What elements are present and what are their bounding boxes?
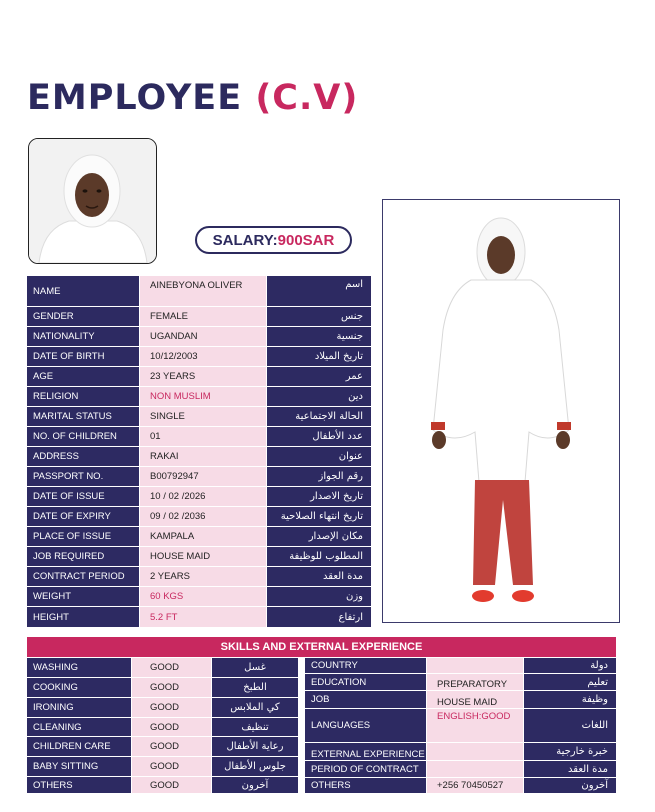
table-row <box>305 709 616 742</box>
row-value: HOUSE MAID <box>140 547 266 566</box>
experience-value: +256 70450527 <box>427 778 523 793</box>
table-row <box>27 607 371 627</box>
row-value: 10/12/2003 <box>140 347 266 366</box>
experience-table <box>305 658 616 793</box>
skill-label: CLEANING <box>27 718 131 736</box>
experience-arabic: مدة العقد <box>524 761 616 777</box>
row-value: AINEBYONA OLIVER <box>140 276 266 306</box>
table-row <box>27 467 371 486</box>
skill-value: GOOD <box>132 777 211 793</box>
skills-section-title: SKILLS AND EXTERNAL EXPERIENCE <box>27 637 616 657</box>
row-value: SINGLE <box>140 407 266 426</box>
row-arabic: مدة العقد <box>267 567 371 586</box>
row-value: 2 YEARS <box>140 567 266 586</box>
row-arabic: دين <box>267 387 371 406</box>
skill-arabic: الطبخ <box>212 678 298 697</box>
table-row <box>305 691 616 708</box>
experience-arabic: تعليم <box>524 674 616 690</box>
row-value: KAMPALA <box>140 527 266 546</box>
experience-value <box>427 658 523 673</box>
skill-label: WASHING <box>27 658 131 677</box>
row-label: NO. OF CHILDREN <box>27 427 139 446</box>
experience-value <box>427 743 523 760</box>
row-arabic: اسم <box>267 276 371 306</box>
table-row <box>305 658 616 673</box>
experience-label: COUNTRY <box>305 658 426 673</box>
details-table <box>27 276 371 627</box>
row-value: 01 <box>140 427 266 446</box>
table-row <box>27 427 371 446</box>
table-row <box>27 737 298 756</box>
skill-value: GOOD <box>132 718 211 736</box>
salary-label: SALARY: <box>212 232 278 249</box>
experience-value: PREPARATORY <box>427 674 523 690</box>
portrait-photo <box>28 138 157 264</box>
row-arabic: الحالة الاجتماعية <box>267 407 371 426</box>
skill-label: OTHERS <box>27 777 131 793</box>
row-arabic: عمر <box>267 367 371 386</box>
row-value: 10 / 02 /2026 <box>140 487 266 506</box>
skill-label: BABY SITTING <box>27 757 131 776</box>
row-label: JOB REQUIRED <box>27 547 139 566</box>
table-row <box>27 777 298 793</box>
experience-label: OTHERS <box>305 778 426 793</box>
skill-label: IRONING <box>27 698 131 717</box>
row-label: DATE OF ISSUE <box>27 487 139 506</box>
row-value: 23 YEARS <box>140 367 266 386</box>
table-row <box>27 547 371 566</box>
table-row <box>27 447 371 466</box>
table-row <box>27 307 371 326</box>
title-main: EMPLOYEE <box>27 78 243 118</box>
row-arabic: وزن <box>267 587 371 606</box>
row-arabic: المطلوب للوظيفة <box>267 547 371 566</box>
row-value: 60 KGS <box>140 587 266 606</box>
table-row <box>27 407 371 426</box>
experience-label: EXTERNAL EXPERIENCE <box>305 743 426 760</box>
row-value: 5.2 FT <box>140 607 266 627</box>
table-row <box>27 347 371 366</box>
row-value: FEMALE <box>140 307 266 326</box>
skill-label: COOKING <box>27 678 131 697</box>
row-label: HEIGHT <box>27 607 139 627</box>
skill-arabic: رعاية الأطفال <box>212 737 298 756</box>
row-label: ADDRESS <box>27 447 139 466</box>
table-row <box>27 276 371 306</box>
table-row <box>27 487 371 506</box>
table-row <box>27 507 371 526</box>
row-label: GENDER <box>27 307 139 326</box>
row-arabic: عدد الأطفال <box>267 427 371 446</box>
portrait-illustration <box>29 139 156 263</box>
row-arabic: عنوان <box>267 447 371 466</box>
experience-arabic: دولة <box>524 658 616 673</box>
table-row <box>27 678 298 697</box>
row-label: NAME <box>27 276 139 306</box>
table-row <box>305 743 616 760</box>
experience-arabic: اللغات <box>524 709 616 742</box>
row-arabic: رقم الجواز <box>267 467 371 486</box>
row-label: DATE OF BIRTH <box>27 347 139 366</box>
experience-label: JOB <box>305 691 426 708</box>
row-value: NON MUSLIM <box>140 387 266 406</box>
experience-arabic: وظيفة <box>524 691 616 708</box>
experience-arabic: آخرون <box>524 778 616 793</box>
skill-arabic: كي الملابس <box>212 698 298 717</box>
skill-arabic: آخرون <box>212 777 298 793</box>
row-label: RELIGION <box>27 387 139 406</box>
table-row <box>27 527 371 546</box>
experience-label: EDUCATION <box>305 674 426 690</box>
skill-value: GOOD <box>132 678 211 697</box>
salary-value: 900SAR <box>277 232 335 249</box>
full-body-illustration <box>383 200 619 622</box>
row-label: PLACE OF ISSUE <box>27 527 139 546</box>
experience-label: PERIOD OF CONTRACT <box>305 761 426 777</box>
experience-arabic: خبرة خارجية <box>524 743 616 760</box>
page-title <box>27 76 358 120</box>
row-label: NATIONALITY <box>27 327 139 346</box>
row-label: CONTRACT PERIOD <box>27 567 139 586</box>
skill-value: GOOD <box>132 698 211 717</box>
row-arabic: جنسية <box>267 327 371 346</box>
row-arabic: تاريخ الميلاد <box>267 347 371 366</box>
table-row <box>305 674 616 690</box>
table-row <box>27 658 298 677</box>
skill-value: GOOD <box>132 737 211 756</box>
full-body-photo <box>382 199 620 623</box>
row-label: DATE OF EXPIRY <box>27 507 139 526</box>
table-row <box>27 327 371 346</box>
experience-value <box>427 761 523 777</box>
table-row <box>27 718 298 736</box>
row-arabic: تاريخ انتهاء الصلاحية <box>267 507 371 526</box>
skill-arabic: تنظيف <box>212 718 298 736</box>
salary-badge <box>195 226 352 254</box>
table-row <box>305 778 616 793</box>
row-value: RAKAI <box>140 447 266 466</box>
row-arabic: ارتفاع <box>267 607 371 627</box>
row-arabic: جنس <box>267 307 371 326</box>
row-value: B00792947 <box>140 467 266 486</box>
skill-arabic: غسل <box>212 658 298 677</box>
skill-arabic: جلوس الأطفال <box>212 757 298 776</box>
table-row <box>27 567 371 586</box>
row-label: PASSPORT NO. <box>27 467 139 486</box>
skills-table <box>27 658 298 793</box>
skill-value: GOOD <box>132 757 211 776</box>
experience-value: HOUSE MAID <box>427 691 523 708</box>
row-arabic: تاريخ الاصدار <box>267 487 371 506</box>
row-label: MARITAL STATUS <box>27 407 139 426</box>
row-value: UGANDAN <box>140 327 266 346</box>
row-value: 09 / 02 /2036 <box>140 507 266 526</box>
title-accent: (C.V) <box>255 78 359 118</box>
experience-label: LANGUAGES <box>305 709 426 742</box>
table-row <box>27 698 298 717</box>
row-arabic: مكان الإصدار <box>267 527 371 546</box>
table-row <box>27 757 298 776</box>
table-row <box>305 761 616 777</box>
table-row <box>27 367 371 386</box>
skill-value: GOOD <box>132 658 211 677</box>
skill-label: CHILDREN CARE <box>27 737 131 756</box>
row-label: AGE <box>27 367 139 386</box>
table-row <box>27 587 371 606</box>
table-row <box>27 387 371 406</box>
row-label: WEIGHT <box>27 587 139 606</box>
experience-value: ENGLISH:GOOD <box>427 709 523 742</box>
